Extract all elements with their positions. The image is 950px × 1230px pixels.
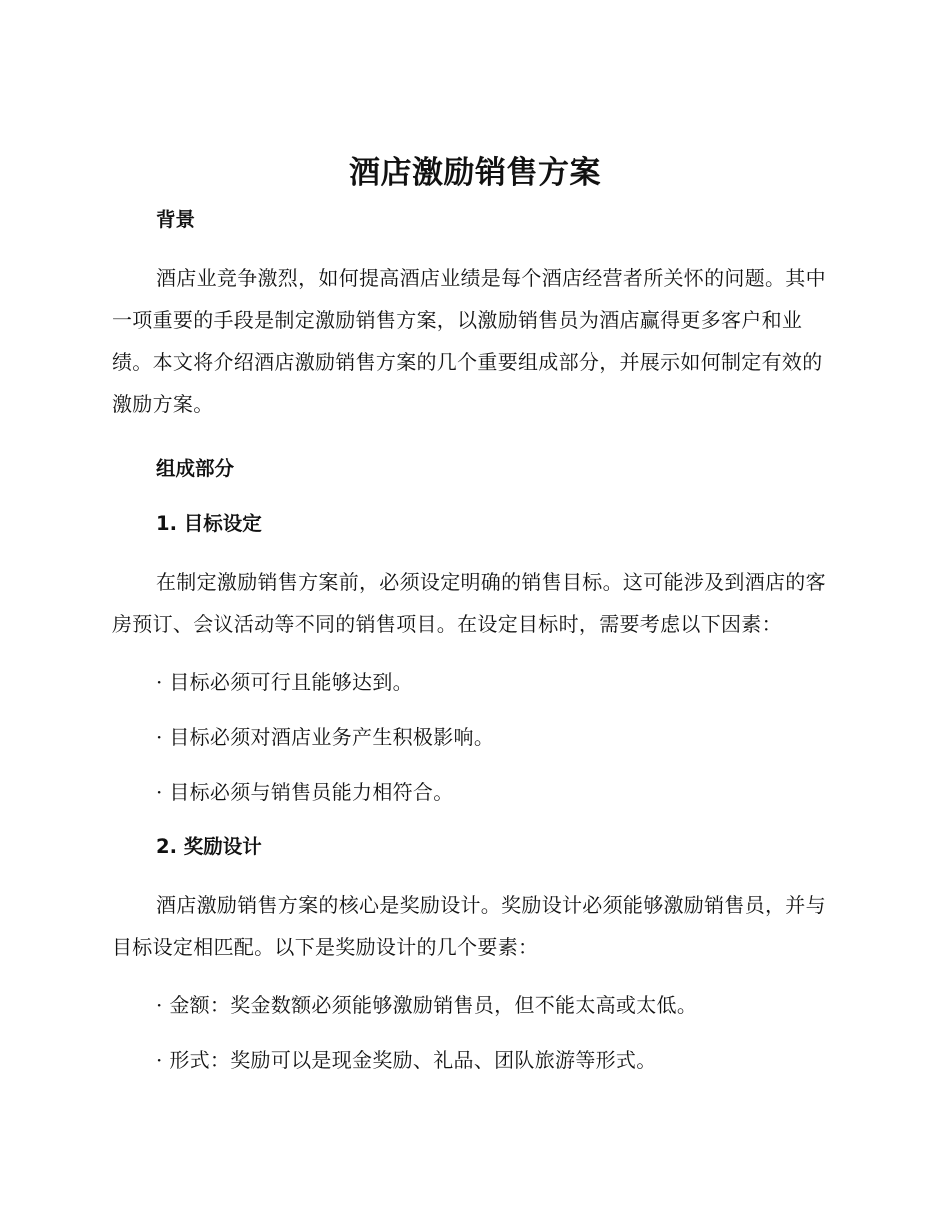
reward-bullet-item: · 金额：奖金数额必须能够激励销售员，但不能太高或太低。: [156, 993, 698, 1017]
section-heading-background: 背景: [156, 208, 196, 231]
goal-paragraph: 在制定激励销售方案前，必须设定明确的销售目标。这可能涉及到酒店的客房预订、会议活动等不同的销售项目。在设定目标时，需要考虑以下因素：: [112, 570, 826, 636]
reward-bullet-item: · 形式：奖励可以是现金奖励、礼品、团队旅游等形式。: [156, 1048, 657, 1072]
background-paragraph: 酒店业竞争激烈，如何提高酒店业绩是每个酒店经营者所关怀的问题。其中一项重要的手段是制定激励销售方案，以激励销售员为酒店赢得更多客户和业绩。本文将介绍酒店激励销售方案的几个重要组成部分，并展示如何制定有效的激励方案。: [112, 266, 826, 416]
goal-bullet-item: · 目标必须可行且能够达到。: [156, 670, 413, 694]
reward-paragraph: 酒店激励销售方案的核心是奖励设计。奖励设计必须能够激励销售员，并与目标设定相匹配。以下是奖励设计的几个要素：: [112, 893, 826, 959]
document-title: 酒店激励销售方案: [349, 155, 601, 191]
section-heading-components: 组成部分: [156, 457, 235, 480]
goal-bullet-item: · 目标必须与销售员能力相符合。: [156, 780, 454, 804]
subsection-heading-reward: 2. 奖励设计: [156, 835, 262, 858]
goal-bullet-item: · 目标必须对酒店业务产生积极影响。: [156, 725, 495, 749]
subsection-heading-goal: 1. 目标设定: [156, 512, 262, 535]
document-body: [112, 202, 832, 1078]
